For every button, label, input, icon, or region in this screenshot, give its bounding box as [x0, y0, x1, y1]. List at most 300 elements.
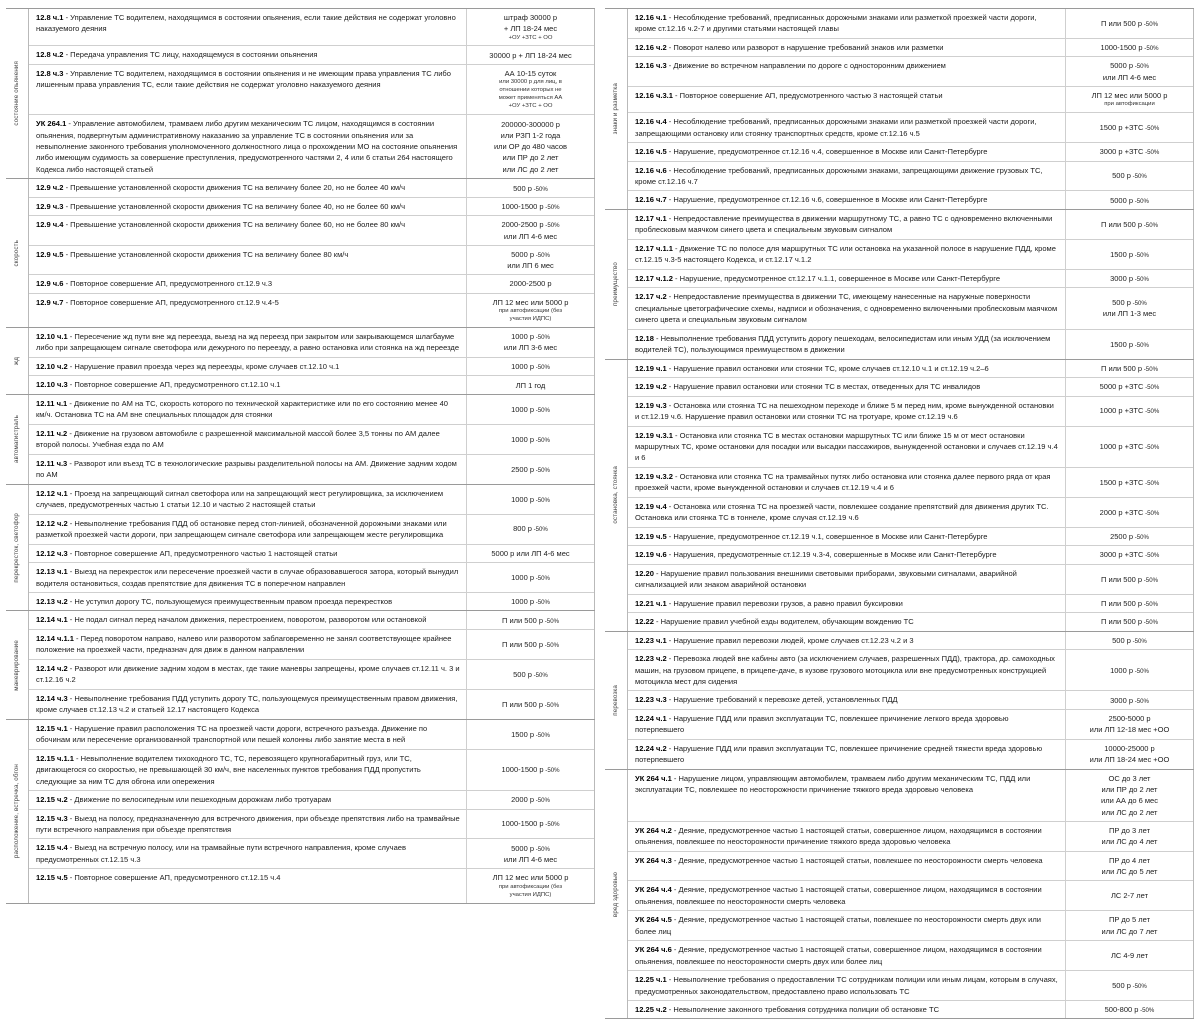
rows-container	[28, 485, 595, 611]
violation-description	[29, 358, 466, 375]
penalty-note-line: может применяться АА	[498, 95, 563, 102]
table-row[interactable]	[29, 809, 594, 839]
article-number: 12.13 ч.1	[36, 567, 68, 577]
penalty-line: или ЛП 18-24 мес +ОО	[1089, 755, 1170, 765]
violation-description	[29, 9, 466, 45]
penalty-note-line: при автофиксации (без	[498, 883, 563, 890]
article-number: 12.15 ч.4	[36, 843, 68, 853]
table-row[interactable]	[29, 45, 594, 63]
table-row[interactable]	[628, 649, 1193, 690]
violation-text: - Несоблюдение требований, предписанных дорожными знаками или разметкой проезжей части дороги, кроме ст.12.16 ч.2-7 и другими статьями настоящей главы	[635, 13, 1037, 34]
violation-text: - Выезд на перекресток или пересечение проезжей части в случае образовавшегося затора, который вынудил водителя остановиться, создав препятствие для движения ТС в поперечном направлен	[36, 567, 459, 588]
discount-badge: -50%	[543, 641, 559, 649]
penalty-cell	[466, 611, 594, 628]
violation-description	[29, 46, 466, 63]
violation-description	[29, 791, 466, 808]
table-row[interactable]	[29, 245, 594, 275]
violation-text: - Повторное совершение АП, предусмотренного ст.12.9 ч.4-5	[63, 297, 279, 307]
category-group	[605, 209, 1194, 359]
violation-text: - Непредоставление преимущества в движении маршрутному ТС, а равно ТС с одновременно включенными проблесковым маячком синего цвета и специальным звуковым сигналом	[635, 213, 1053, 235]
penalty-cell	[1065, 113, 1193, 142]
discount-badge: -50%	[534, 731, 550, 739]
violation-description	[628, 595, 1065, 612]
violation-description	[29, 328, 466, 357]
table-row[interactable]	[29, 424, 594, 454]
penalty-cell	[1065, 595, 1193, 612]
penalty-cell	[1065, 240, 1193, 269]
article-number: 12.9 ч.2	[36, 183, 64, 193]
violation-description	[29, 198, 466, 215]
article-number: 12.14 ч.2	[36, 663, 68, 673]
penalty-note-line: участия ИДПС)	[509, 891, 552, 898]
article-number: 12.24 ч.1	[635, 713, 667, 723]
category-label-text: состояние опьянения	[12, 61, 20, 126]
table-row[interactable]	[29, 720, 594, 749]
violation-description	[628, 360, 1065, 377]
penalty-line: 500-800 р -50%	[1104, 1005, 1155, 1015]
discount-badge: -50%	[534, 599, 550, 607]
table-row[interactable]	[29, 544, 594, 562]
table-column-left	[6, 8, 600, 898]
discount-badge: -50%	[1142, 576, 1158, 584]
penalty-cell	[1065, 881, 1193, 910]
violation-description	[29, 630, 466, 659]
article-number: 12.19 ч.6	[635, 550, 667, 560]
penalty-cell	[466, 810, 594, 839]
discount-badge: -50%	[1133, 533, 1149, 541]
category-label	[6, 179, 28, 327]
penalty-cell	[466, 275, 594, 292]
rows-container	[28, 328, 595, 394]
penalty-cell	[1065, 427, 1193, 467]
table-row[interactable]	[29, 790, 594, 808]
table-row[interactable]	[628, 239, 1193, 269]
article-number: 12.16 ч.2	[635, 42, 667, 52]
table-row[interactable]	[29, 838, 594, 868]
violation-description	[29, 611, 466, 628]
penalty-line: или ЛП 4-6 мес	[503, 231, 558, 241]
category-label	[6, 720, 28, 903]
penalty-note-line: участия ИДПС)	[509, 316, 552, 323]
penalty-line: 500 р -50%	[513, 669, 548, 679]
violation-description	[29, 294, 466, 327]
penalty-cell	[466, 9, 594, 45]
violation-description	[628, 852, 1065, 881]
violation-text: - Нарушение правил остановки или стоянки ТС, кроме случаев ст.12.10 ч.1 и ст.12.19 ч.2–6	[666, 363, 989, 373]
category-label	[6, 9, 28, 178]
article-number: 12.17 ч.1	[635, 213, 667, 223]
article-number: 12.23 ч.3	[635, 695, 667, 705]
discount-badge: -50%	[534, 364, 550, 372]
article-number: УК 264 ч.3	[635, 855, 672, 865]
violation-text: - Превышение установленной скорости движения ТС на величину более 40, но не более 60 км/ч	[63, 201, 406, 211]
table-row[interactable]	[628, 56, 1193, 86]
penalty-line: или ОР до 480 часов	[493, 142, 568, 152]
penalty-line: 500 р -50%	[1112, 635, 1147, 645]
article-number: 12.17 ч.1.2	[635, 273, 673, 283]
table-row[interactable]	[628, 821, 1193, 851]
table-row[interactable]	[628, 564, 1193, 594]
table-column-right	[600, 8, 1194, 1015]
category-group	[6, 8, 595, 178]
discount-badge: -50%	[1130, 300, 1147, 308]
violation-text: - Управление ТС водителем, находящимся в состоянии опьянения, если такие действия не содержат уголовно наказуемого деяния	[36, 13, 456, 34]
table-row[interactable]	[29, 611, 594, 628]
table-row[interactable]	[628, 360, 1193, 377]
category-group	[6, 484, 595, 611]
violation-description	[628, 740, 1065, 769]
penalty-line: 1000-1500 р -50%	[501, 201, 560, 211]
violation-text: - Перевозка людей вне кабины авто (за исключением случаев, разрешенных ПДД), трактора, др. самоходных машин, на грузовом прицепе, в прицепе-даче, в кузове грузового мотоцикла или вне предусмотренных конструкцией мотоцикла мест для сидения	[635, 654, 1055, 686]
violation-description	[29, 545, 466, 562]
violation-text: - Невыполнение требования ПДД уступить дорогу пешеходам, велосипедистам или иным УДД (за исключением водителей ТС), пользующимся преимуществом в движении	[635, 333, 1051, 355]
table-row[interactable]	[628, 329, 1193, 359]
table-row[interactable]	[628, 970, 1193, 1000]
penalty-cell	[1065, 468, 1193, 497]
rows-container	[627, 770, 1194, 1019]
penalty-line: или ЛП 4-6 мес	[1102, 72, 1157, 82]
discount-badge: -50%	[1142, 221, 1158, 229]
discount-badge: -50%	[543, 222, 560, 230]
penalty-line: 5000 р -50%	[511, 249, 550, 259]
table-row[interactable]	[29, 375, 594, 393]
category-label-text: вред здоровью	[611, 871, 619, 917]
table-row[interactable]	[29, 114, 594, 178]
penalty-line: ОС до 3 лет	[1108, 773, 1151, 783]
violation-text: - Нарушение правил пользования внешними световыми приборами, звуковыми сигналами, аварийной сигнализацией или знаком аварийной остановки	[635, 568, 1017, 590]
penalty-cell	[466, 358, 594, 375]
table-row[interactable]	[29, 659, 594, 689]
violation-description	[29, 65, 466, 114]
penalty-line: или ПР до 2 лет	[1101, 785, 1158, 795]
penalty-line: 1500 р -50%	[1110, 339, 1149, 349]
violation-description	[29, 376, 466, 393]
penalty-line: 1500 р +ЗТС -50%	[1099, 477, 1160, 487]
violation-description	[628, 57, 1065, 86]
violation-description	[29, 869, 466, 902]
violation-text: - Нарушение правил перевозки грузов, а равно правил буксировки	[666, 598, 903, 608]
table-row[interactable]	[628, 1000, 1193, 1018]
table-row[interactable]	[628, 269, 1193, 287]
penalty-cell	[466, 791, 594, 808]
violation-text: - Разворот или въезд ТС в технологические разрывы разделительной полосы на АМ. Движение задним ходом по АМ	[36, 458, 457, 480]
category-label-text: расположение, встречка, обгон	[12, 764, 20, 859]
table-row[interactable]	[29, 9, 594, 45]
penalty-note-line: или 30000 р для лиц, в	[499, 79, 562, 86]
table-row[interactable]	[29, 485, 594, 514]
penalty-line: ПР до 3 лет	[1108, 826, 1151, 836]
violation-text: - Остановка или стоянка ТС в местах остановки маршрутных ТС или ближе 15 м от мест остановки маршрутных ТС, кроме остановки для посадки или высадки пассажиров, вынужденной остановки и случаев ст.12.19 ч.4 и 6	[635, 430, 1058, 463]
article-number: 12.21 ч.1	[635, 598, 667, 608]
rows-container	[28, 395, 595, 484]
article-number: 12.16 ч.7	[635, 195, 667, 205]
table-row[interactable]	[628, 190, 1193, 208]
article-number: 12.19 ч.4	[635, 501, 667, 511]
article-number: 12.16 ч.1	[635, 13, 667, 22]
violation-description	[29, 395, 466, 424]
penalty-cell	[466, 660, 594, 689]
violation-description	[628, 210, 1065, 239]
table-row[interactable]	[29, 274, 594, 292]
penalty-line: 1000 р -50%	[511, 362, 550, 372]
table-row[interactable]	[628, 880, 1193, 910]
penalty-line: 1500 р -50%	[511, 729, 550, 739]
discount-badge: -50%	[1142, 619, 1158, 627]
violation-description	[29, 246, 466, 275]
penalty-line: 10000-25000 р	[1104, 744, 1155, 754]
article-number: 12.14 ч.1.1	[36, 633, 74, 643]
penalty-line: 2500-5000 р	[1108, 714, 1151, 724]
penalty-line: или ПР до 2 лет	[502, 153, 559, 163]
discount-badge: -50%	[534, 436, 550, 444]
violation-description	[628, 941, 1065, 970]
penalty-line: ЛС 2-7 лет	[1110, 891, 1149, 901]
violation-description	[628, 650, 1065, 690]
rows-container	[627, 632, 1194, 769]
violation-description	[628, 632, 1065, 649]
category-label	[6, 611, 28, 718]
discount-badge: -50%	[543, 701, 559, 709]
violation-text: - Остановка или стоянка ТС на трамвайных путях либо остановка или стоянка далее первого ряда от края проезжей части, кроме вынужденной остановки и случаев ст.12.19 ч.4 и 6	[635, 471, 1051, 493]
table-row[interactable]	[29, 514, 594, 544]
article-number: 12.9 ч.5	[36, 249, 64, 259]
table-row[interactable]	[628, 287, 1193, 328]
penalty-cell	[466, 750, 594, 790]
violation-text: - Движение во встречном направлении по дороге с односторонним движением	[666, 61, 946, 71]
penalty-note-line: +ОУ +ЗТС + ОО	[508, 34, 553, 41]
table-row[interactable]	[628, 910, 1193, 940]
table-row[interactable]	[29, 749, 594, 790]
table-row[interactable]	[628, 467, 1193, 497]
penalty-line: 3000 р -50%	[1110, 273, 1149, 283]
violation-text: - Движение по АМ на ТС, скорость которого по технической характеристике или по его состоянию менее 40 км/ч. Остановка ТС на АМ вне специальных площадок для стоянки	[36, 398, 448, 420]
discount-badge: -50%	[543, 767, 560, 775]
violation-description	[628, 710, 1065, 739]
rows-container	[28, 720, 595, 903]
penalty-cell	[466, 376, 594, 393]
category-group	[6, 610, 595, 718]
article-number: УК 264 ч.5	[635, 915, 672, 925]
penalty-line: 1000 р -50%	[511, 332, 550, 342]
penalty-cell	[1065, 87, 1193, 112]
discount-badge: -50%	[1143, 149, 1160, 157]
table-row[interactable]	[628, 497, 1193, 527]
penalty-cell	[466, 179, 594, 196]
violation-description	[628, 270, 1065, 287]
violation-description	[29, 425, 466, 454]
table-row[interactable]	[628, 545, 1193, 563]
violation-text: - Повторное совершение АП, предусмотренного частью 1 настоящей статьи	[67, 548, 338, 558]
rows-container	[627, 360, 1194, 631]
table-row[interactable]	[29, 328, 594, 357]
violation-text: - Разворот или движение задним ходом в местах, где такие маневры запрещены, кроме случаев ст.12.11 ч. 3 и ст.12.16 ч.2	[36, 663, 460, 685]
penalty-cell	[466, 515, 594, 544]
article-number: 12.10 ч.1	[36, 332, 68, 341]
discount-badge: -50%	[531, 671, 548, 679]
category-group	[6, 178, 595, 327]
penalty-line: 1000 р -50%	[511, 494, 550, 504]
table-row[interactable]	[29, 629, 594, 659]
penalty-cell	[466, 839, 594, 868]
penalty-line: П или 500 р -50%	[501, 615, 559, 625]
penalty-line: ЛП 12 мес или 5000 р	[1091, 90, 1168, 100]
penalty-cell	[466, 720, 594, 749]
table-row[interactable]	[628, 38, 1193, 56]
article-number: 12.25 ч.2	[635, 1005, 667, 1014]
category-label-text: перекресток, светофор	[12, 512, 20, 583]
article-number: 12.16 ч.3	[635, 61, 667, 71]
table-row[interactable]	[29, 197, 594, 215]
penalty-cell	[1065, 710, 1193, 739]
penalty-line: или ЛС до 7 лет	[1101, 926, 1158, 936]
penalty-line: ПР до 5 лет	[1108, 915, 1151, 925]
article-number: 12.8 ч.3	[36, 68, 64, 78]
table-row[interactable]	[29, 592, 594, 610]
violation-description	[628, 528, 1065, 545]
penalty-line: ЛП 12 мес или 5000 р	[492, 873, 569, 883]
article-number: 12.8 ч.2	[36, 50, 64, 60]
category-group	[6, 719, 595, 904]
violation-description	[628, 1001, 1065, 1018]
penalty-cell	[1065, 632, 1193, 649]
violation-text: - Превышение установленной скорости движения ТС на величину более 60, но не более 80 км/ч	[63, 220, 406, 230]
table-row[interactable]	[29, 562, 594, 592]
penalty-line: 1000 р -50%	[511, 434, 550, 444]
violation-text: - Деяние, предусмотренное частью 1 настоящей статьи, повлекшее по неосторожности смерть человека	[671, 855, 1043, 865]
penalty-line: 3000 р -50%	[1110, 695, 1149, 705]
violation-text: - Не подал сигнал перед началом движения, перестроением, поворотом, разворотом или остановкой	[67, 615, 427, 625]
table-row[interactable]	[628, 770, 1193, 821]
article-number: 12.13 ч.2	[36, 596, 68, 606]
table-row[interactable]	[628, 377, 1193, 395]
table-row[interactable]	[628, 112, 1193, 142]
discount-badge: -50%	[1142, 20, 1158, 28]
penalty-note-line: +ОУ +ЗТС + ОО	[508, 103, 553, 110]
penalty-cell	[466, 485, 594, 514]
discount-badge: -50%	[1143, 444, 1160, 452]
violation-text: - Перед поворотом направо, налево или разворотом заблаговременно не занял соответствующее крайнее положение на проезжей части, предназнач для движ в данном направлении	[36, 633, 452, 655]
table-row[interactable]	[628, 86, 1193, 112]
penalty-line: 2500 р -50%	[511, 464, 550, 474]
article-number: 12.15 ч.2	[36, 795, 68, 805]
table-row[interactable]	[29, 689, 594, 719]
penalty-cell	[466, 545, 594, 562]
article-number: УК 264.1	[36, 119, 67, 129]
table-row[interactable]	[628, 161, 1193, 191]
table-row[interactable]	[628, 210, 1193, 239]
table-row[interactable]	[628, 851, 1193, 881]
penalty-line: или ЛС до 5 лет	[1101, 867, 1158, 876]
violation-text: - Несоблюдение требований, предписанных дорожными знаками, запрещающими движение грузовых ТС, кроме ст.12.16 ч.7	[635, 165, 1043, 186]
table-row[interactable]	[628, 739, 1193, 769]
article-number: 12.25 ч.1	[635, 975, 667, 985]
penalty-line: 1000 р -50%	[511, 404, 550, 414]
table-row[interactable]	[29, 64, 594, 114]
penalty-line: или ЛС до 2 лет	[502, 164, 559, 174]
violation-description	[29, 179, 466, 196]
penalty-cell	[1065, 971, 1193, 1000]
violation-text: - Деяние, предусмотренное частью 1 настоящей статьи, совершенное лицом, находящимся в состоянии опьянения, повлекшее по неосторожности смерть двух или более лиц	[635, 945, 1042, 966]
category-label-text: преимущество	[611, 262, 619, 307]
table-row[interactable]	[628, 426, 1193, 467]
penalty-cell	[466, 65, 594, 114]
table-row[interactable]	[29, 215, 594, 245]
violation-text: - Управление автомобилем, трамваем либо другим механическим ТС лицом, находящимся в состоянии опьянения, подвергнутым административному наказанию за управление ТС в состоянии опьянения или за невыполнение законного требования уполномоченного должностного лица о прохождении МО на состояние опьянения либо имеющим судимость за совершение преступления, предусмотренного частями 2, 4 или 6 статьи 264 настоящего Кодекса либо настоящей статьей	[36, 119, 458, 174]
penalty-line: П или 500 р -50%	[1100, 598, 1158, 608]
discount-badge: -50%	[1133, 275, 1149, 283]
violation-description	[628, 378, 1065, 395]
penalty-cell	[1065, 162, 1193, 191]
category-group	[6, 394, 595, 484]
violation-description	[29, 563, 466, 592]
article-number: УК 264 ч.2	[635, 825, 672, 835]
category-label	[605, 770, 627, 1019]
table-row[interactable]	[29, 395, 594, 424]
table-row[interactable]	[628, 9, 1193, 38]
penalty-line: 3000 р +ЗТС -50%	[1099, 147, 1160, 157]
article-number: 12.9 ч.6	[36, 279, 64, 289]
violation-description	[628, 162, 1065, 191]
penalty-cell	[1065, 546, 1193, 563]
discount-badge: -50%	[543, 203, 560, 211]
penalty-cell	[1065, 740, 1193, 769]
table-row[interactable]	[628, 396, 1193, 426]
violation-text: - Выезд на встречную полосу, или на трамвайные пути встречного направления, кроме случаев предусмотренных ст.12.15 ч.3	[36, 843, 407, 864]
category-label	[605, 360, 627, 631]
table-row[interactable]	[628, 142, 1193, 160]
discount-badge: -50%	[1143, 408, 1160, 416]
violation-description	[628, 330, 1065, 359]
table-row[interactable]	[628, 527, 1193, 545]
penalty-cell	[1065, 143, 1193, 160]
violation-description	[628, 565, 1065, 594]
table-row[interactable]	[29, 454, 594, 484]
table-row[interactable]	[628, 709, 1193, 739]
table-row[interactable]	[29, 357, 594, 375]
violation-text: - Не уступил дорогу ТС, пользующемуся преимущественным правом проезда перекрестков	[67, 596, 393, 606]
table-row[interactable]	[628, 594, 1193, 612]
penalty-cell	[466, 630, 594, 659]
violation-text: - Повторное совершение АП, предусмотренного ст.12.10 ч.1	[67, 380, 281, 390]
violation-text: - Несоблюдение требований, предписанных дорожными знаками или разметкой проезжей части дороги, запрещающими остановку или стоянку транспортных средств, кроме ст.12.16 ч.5	[635, 117, 1037, 138]
table-row[interactable]	[29, 179, 594, 196]
table-row[interactable]	[628, 940, 1193, 970]
article-number: 12.15 ч.3	[36, 813, 68, 823]
violation-text: - Нарушение, предусмотренное ст.12.19 ч.1, совершенное в Москве или Санкт-Петербурге	[666, 531, 988, 541]
penalty-line: или ЛП 1-3 мес	[1102, 309, 1157, 319]
table-row[interactable]	[628, 690, 1193, 708]
category-group	[605, 359, 1194, 631]
category-label-text: знаки и разметка	[611, 83, 619, 135]
article-number: 12.20	[635, 568, 654, 578]
article-number: УК 264 ч.6	[635, 945, 672, 955]
penalty-cell	[1065, 498, 1193, 527]
table-row[interactable]	[628, 632, 1193, 649]
penalty-line: 30000 р + ЛП 18-24 мес	[489, 50, 572, 60]
discount-badge: -50%	[1133, 667, 1149, 675]
table-row[interactable]	[29, 293, 594, 327]
penalty-cell	[1065, 852, 1193, 881]
article-number: 12.11 ч.1	[36, 398, 68, 408]
table-row[interactable]	[628, 612, 1193, 630]
violation-description	[628, 691, 1065, 708]
penalty-cell	[1065, 397, 1193, 426]
discount-badge: -50%	[1138, 1007, 1155, 1015]
violation-text: - Проезд на запрещающий сигнал светофора или на запрещающий жест регулировщика, за исключением случаев, предусмотренных частью 1 статьи 12.10 и частью 2 настоящей статьи	[36, 488, 444, 510]
article-number: 12.9 ч.4	[36, 220, 64, 230]
discount-badge: -50%	[534, 251, 550, 259]
table-row[interactable]	[29, 868, 594, 902]
